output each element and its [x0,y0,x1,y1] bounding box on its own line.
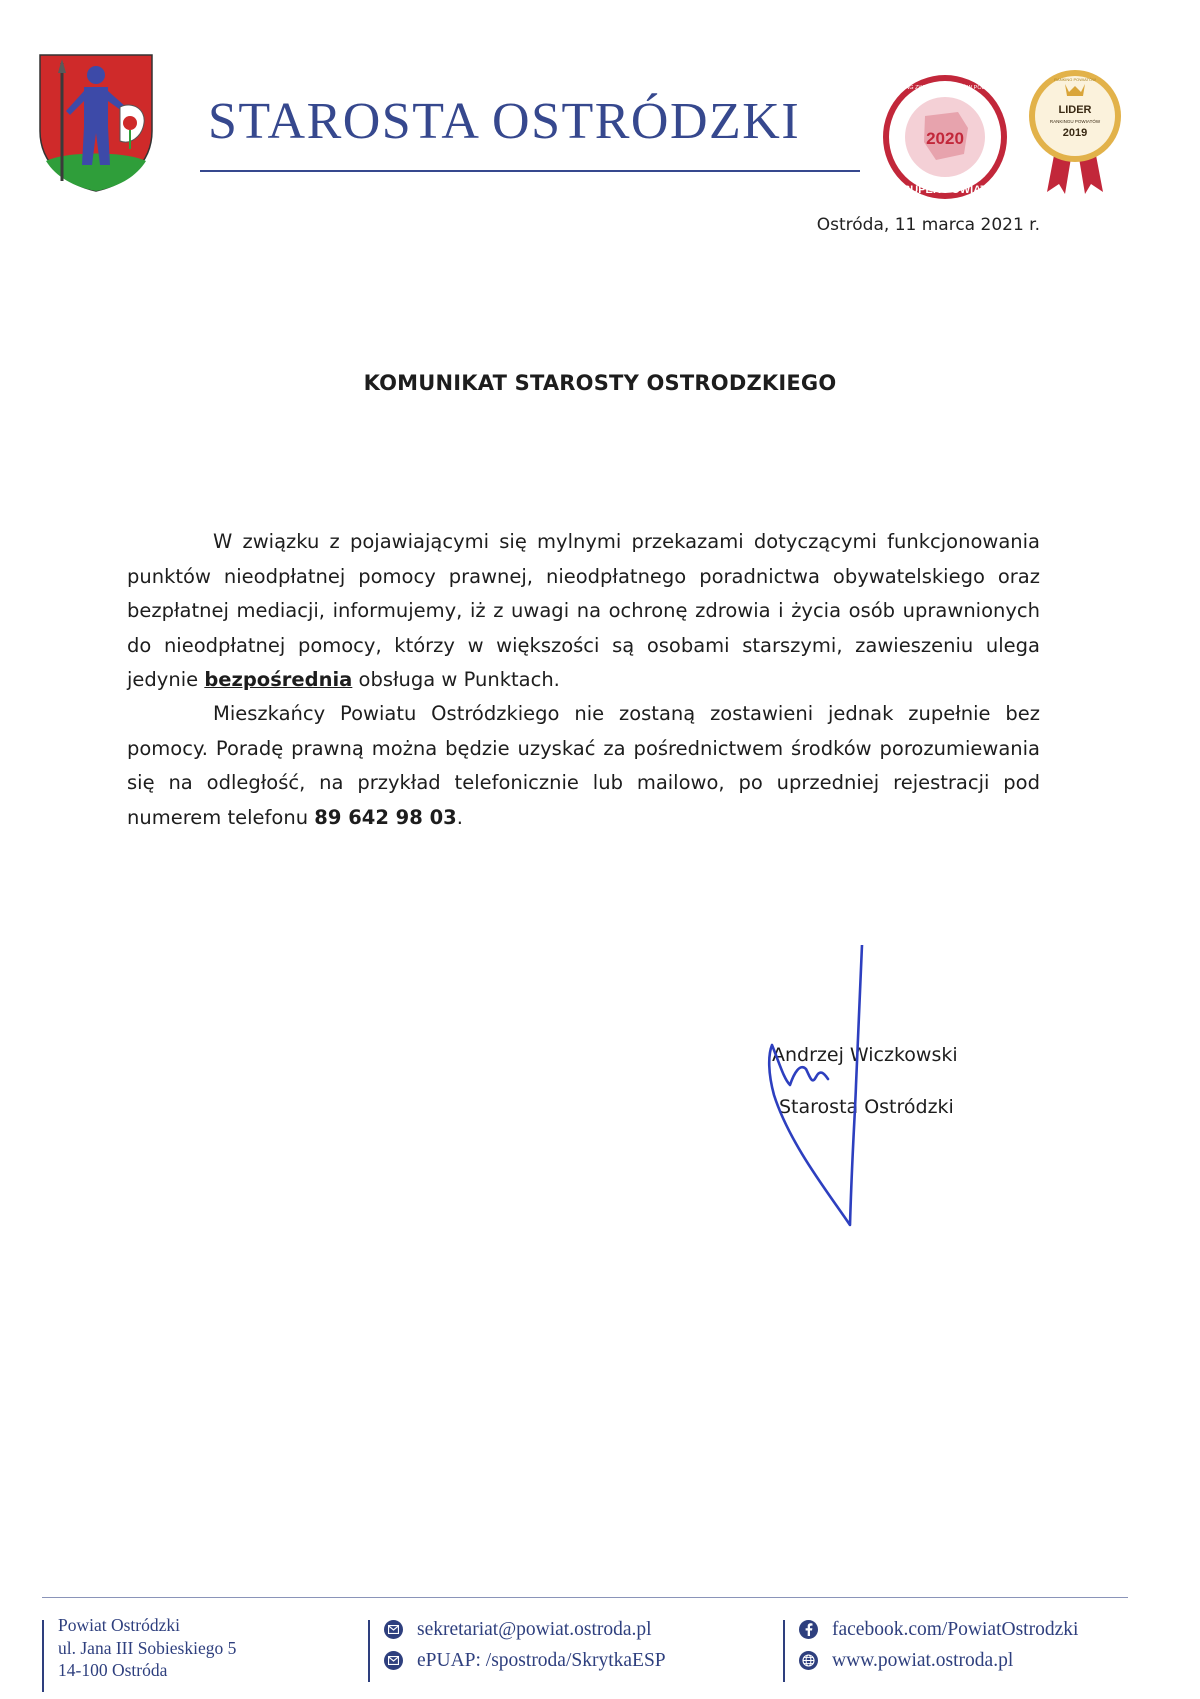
coat-of-arms-icon [38,53,154,193]
date-line: Ostróda, 11 marca 2021 r. [816,215,1040,235]
lider-year: 2019 [1062,127,1088,139]
footer-address-line-3: 14-100 Ostróda [58,1660,168,1680]
lider-ranking-text: RANKING POWIATÓW [1054,77,1096,82]
footer-email[interactable]: sekretariat@powiat.ostroda.pl [417,1619,652,1640]
lider-sub: RANKINGU POWIATÓW [1049,119,1101,124]
paragraph-2-end: . [456,805,463,829]
footer-web-bar [783,1620,785,1682]
paragraph-1 [127,525,1040,698]
document-title: KOMUNIKAT STAROSTY OSTRODZKIEGO [363,371,837,395]
super-powiat-badge [880,72,1010,202]
epuap-icon [384,1651,403,1670]
header-title: STAROSTA OSTRÓDZKI [208,93,801,150]
super-powiat-ranking-text: RANKING ZWIĄZKU POWIATÓW POLSKICH [888,85,1002,91]
handwritten-signature [760,945,890,1245]
super-powiat-year: 2020 [926,129,964,148]
lider-badge [1025,66,1125,196]
footer-website[interactable]: www.powiat.ostroda.pl [832,1650,1014,1671]
footer-website-row[interactable] [799,1645,1199,1676]
footer-epuap[interactable]: ePUAP: /spostroda/SkrytkaESP [417,1650,666,1671]
paragraph-1-end: obsługa w Punktach. [352,668,560,691]
facebook-icon [799,1620,818,1639]
paragraph-1-text: W związku z pojawiającymi się mylnymi przekazami dotyczącymi funkcjonowania punktów nieodpłatnej pomocy prawnej, nieodpłatnego poradnictwa obywatelskiego oraz bezpłatnej mediacji, informujemy, iż z uwagi na ochronę zdrowia i życia osób uprawnionych do nieodpłatnej pomocy, którzy w większości są osobami starszymi, zawieszeniu ulega jedynie [127,530,1040,691]
footer-facebook-row[interactable] [799,1614,1199,1645]
super-powiat-label: SUPER POWIAT [902,184,988,196]
footer-contact [368,1614,784,1676]
paragraph-2 [127,697,1040,835]
footer-address [42,1614,358,1682]
lider-label: LIDER [1058,104,1092,116]
footer-email-row[interactable] [384,1614,784,1645]
footer-epuap-row[interactable] [384,1645,784,1676]
signatory-role: Starosta Ostródzki [779,1096,954,1118]
footer-contact-bar [368,1620,370,1682]
footer-address-bar [42,1620,44,1692]
footer-address-line-2: ul. Jana III Sobieskiego 5 [58,1637,237,1658]
phone-number: 89 642 98 03 [314,805,457,829]
paragraph-2-text: Mieszkańcy Powiatu Ostródzkiego nie zostaną zostawieni jednak zupełnie bez pomocy. Poradę prawną można będzie uzyskać za pośrednictwem środków porozumiewania się na odległość, na przykład telefonicznie lub mailowo, po uprzedniej rejestracji pod numerem telefonu [127,702,1040,829]
footer-address-line-1: Powiat Ostródzki [58,1615,181,1635]
paragraph-1-emphasis: bezpośrednia [204,668,353,691]
email-icon [384,1620,403,1639]
footer-web [783,1614,1199,1676]
header-divider [200,170,860,172]
globe-icon [799,1651,818,1670]
signatory-name: Andrzej Wiczkowski [772,1044,958,1066]
footer-divider [42,1597,1128,1598]
footer-facebook[interactable]: facebook.com/PowiatOstrodzki [832,1619,1079,1640]
